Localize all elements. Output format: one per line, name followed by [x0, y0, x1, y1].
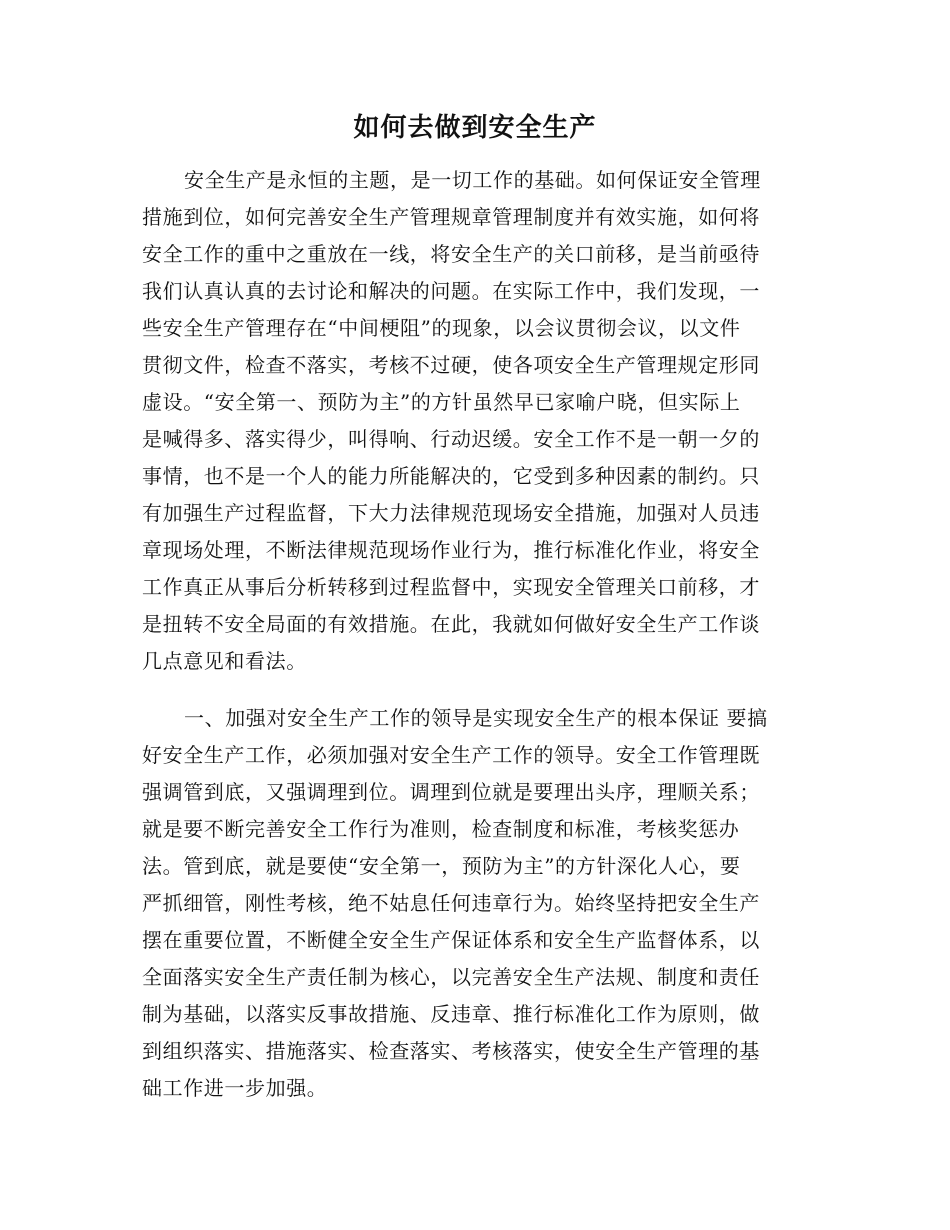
paragraph-line: 章现场处理，不断法律规范现场作业行为，推行标准化作业，将安全 [142, 538, 760, 562]
paragraph-line: 虚设。“安全第一、预防为主”的方针虽然早已家喻户晓，但实际上 [142, 390, 741, 414]
paragraph-line: 础工作进一步加强。 [142, 1076, 328, 1100]
paragraph-line: 严抓细管，刚性考核，绝不姑息任何违章行为。始终坚持把安全生产 [142, 891, 760, 915]
paragraph-line: 全面落实安全生产责任制为核心，以完善安全生产法规、制度和责任 [142, 965, 760, 989]
paragraph-line: 强调管到底，又强调理到位。调理到位就是要理出头序，理顺关系； [142, 780, 760, 804]
paragraph-line: 事情，也不是一个人的能力所能解决的，它受到多种因素的制约。只 [142, 464, 760, 488]
paragraph-line: 安全生产是永恒的主题，是一切工作的基础。如何保证安全管理 [184, 168, 761, 192]
paragraph-line: 好安全生产工作，必须加强对安全生产工作的领导。安全工作管理既 [142, 743, 760, 767]
paragraph-line: 些安全生产管理存在“中间梗阻”的现象，以会议贯彻会议，以文件 [142, 316, 741, 340]
paragraph-line: 是喊得多、落实得少，叫得响、行动迟缓。安全工作不是一朝一夕的 [142, 427, 760, 451]
paragraph-intro [142, 162, 812, 680]
document-title: 如何去做到安全生产 [353, 113, 597, 143]
paragraph-line: 措施到位，如何完善安全生产管理规章管理制度并有效实施，如何将 [142, 205, 760, 229]
paragraph-line: 贯彻文件，检查不落实，考核不过硬，使各项安全生产管理规定形同 [142, 353, 760, 377]
paragraph-line: 几点意见和看法。 [142, 649, 307, 673]
paragraph-line: 一、加强对安全生产工作的领导是实现安全生产的根本保证 要搞 [184, 706, 768, 730]
paragraph-line: 制为基础，以落实反事故措施、反违章、推行标准化工作为原则，做 [142, 1002, 760, 1026]
paragraph-section-one [142, 700, 812, 1107]
paragraph-line: 工作真正从事后分析转移到过程监督中，实现安全管理关口前移，才 [142, 575, 760, 599]
paragraph-line: 是扭转不安全局面的有效措施。在此，我就如何做好安全生产工作谈 [142, 612, 760, 636]
paragraph-line: 有加强生产过程监督，下大力法律规范现场安全措施，加强对人员违 [142, 501, 760, 525]
paragraph-line: 法。管到底，就是要使“安全第一，预防为主”的方针深化人心，要 [142, 854, 741, 878]
paragraph-line: 到组织落实、措施落实、检查落实、考核落实，使安全生产管理的基 [142, 1039, 760, 1063]
paragraph-line: 就是要不断完善安全工作行为准则，检查制度和标准，考核奖惩办 [142, 817, 740, 841]
paragraph-line: 我们认真认真的去讨论和解决的问题。在实际工作中，我们发现，一 [142, 279, 760, 303]
paragraph-line: 安全工作的重中之重放在一线，将安全生产的关口前移，是当前亟待 [142, 242, 760, 266]
paragraph-line: 摆在重要位置，不断健全安全生产保证体系和安全生产监督体系，以 [142, 928, 760, 952]
